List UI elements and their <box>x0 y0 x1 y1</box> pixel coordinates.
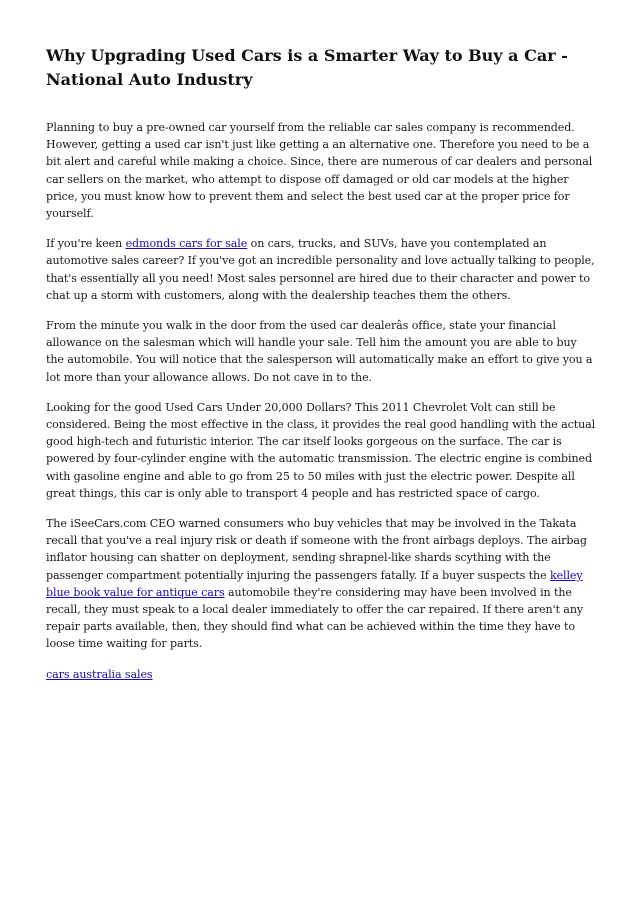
paragraph-sales-career <box>46 235 596 304</box>
paragraph-text: automobile they're considering may have been involved in the recall, they must speak to a local dealer immediately to offer the car repaired. If there aren't any repair parts available, then, they should find what can be achieved within the time they have to loose time waiting for parts. <box>46 585 584 651</box>
paragraph-intro: Planning to buy a pre-owned car yourself from the reliable car sales company is recommended. However, getting a used car isn't just like getting a an alternative one. Therefore you need to be a bit alert and careful while making a choice. Since, there are numerous of car dealers and personal car sellers on the market, who attempt to dispose off damaged or old car models at the higher price, you must know how to prevent them and select the best used car at the proper price for yourself. <box>46 121 593 221</box>
kelley-blue-book-link[interactable]: kelley blue book value for antique cars <box>46 568 583 599</box>
footer-link-row <box>46 666 596 683</box>
paragraph-text: on cars, trucks, and SUVs, have you contemplated an automotive sales career? If you've got an incredible personality and love actually talking to people, that's essentially all you need! Most sales personnel are hired due to their character and power to chat up a storm with customers, along with the dealership teaches them the others. <box>46 237 595 302</box>
page-title: Why Upgrading Used Cars is a Smarter Way to Buy a Car - National Auto Industry <box>46 46 568 89</box>
cars-australia-sales-link[interactable]: cars australia sales <box>46 667 153 681</box>
paragraph-chevrolet-volt: Looking for the good Used Cars Under 20,000 Dollars? This 2011 Chevrolet Volt can still be considered. Being the most effective in the class, it provides the real good handling with the actual good high-tech and futuristic interior. The car itself looks gorgeous on the surface. The car is powered by four-cylinder engine with the automatic transmission. The electric engine is combined with gasoline engine and able to go from 25 to 50 miles with just the electric power. Despite all great things, this car is only able to transport 4 people and has restricted space of cargo. <box>46 400 596 500</box>
paragraph-takata-recall <box>46 515 596 653</box>
paragraph-allowance: From the minute you walk in the door from the used car dealerâs office, state your financial allowance on the salesman which will handle your sale. Tell him the amount you are able to buy the automobile. You will notice that the salesperson will automatically make an effort to give you a lot more than your allowance allows. Do not cave in to the. <box>46 319 593 384</box>
document-page <box>46 44 596 696</box>
paragraph-text: The iSeeCars.com CEO warned consumers who buy vehicles that may be involved in the Takata recall that you've a real injury risk or death if someone with the front airbags deploys. The airbag inflator housing can shatter on deployment, sending shrapnel-like shards scything with the passenger compartment potentially injuring the passengers fatally. If a buyer suspects the <box>46 517 587 582</box>
paragraph-text: If you're keen <box>46 237 126 251</box>
edmonds-cars-link[interactable]: edmonds cars for sale <box>125 237 248 251</box>
